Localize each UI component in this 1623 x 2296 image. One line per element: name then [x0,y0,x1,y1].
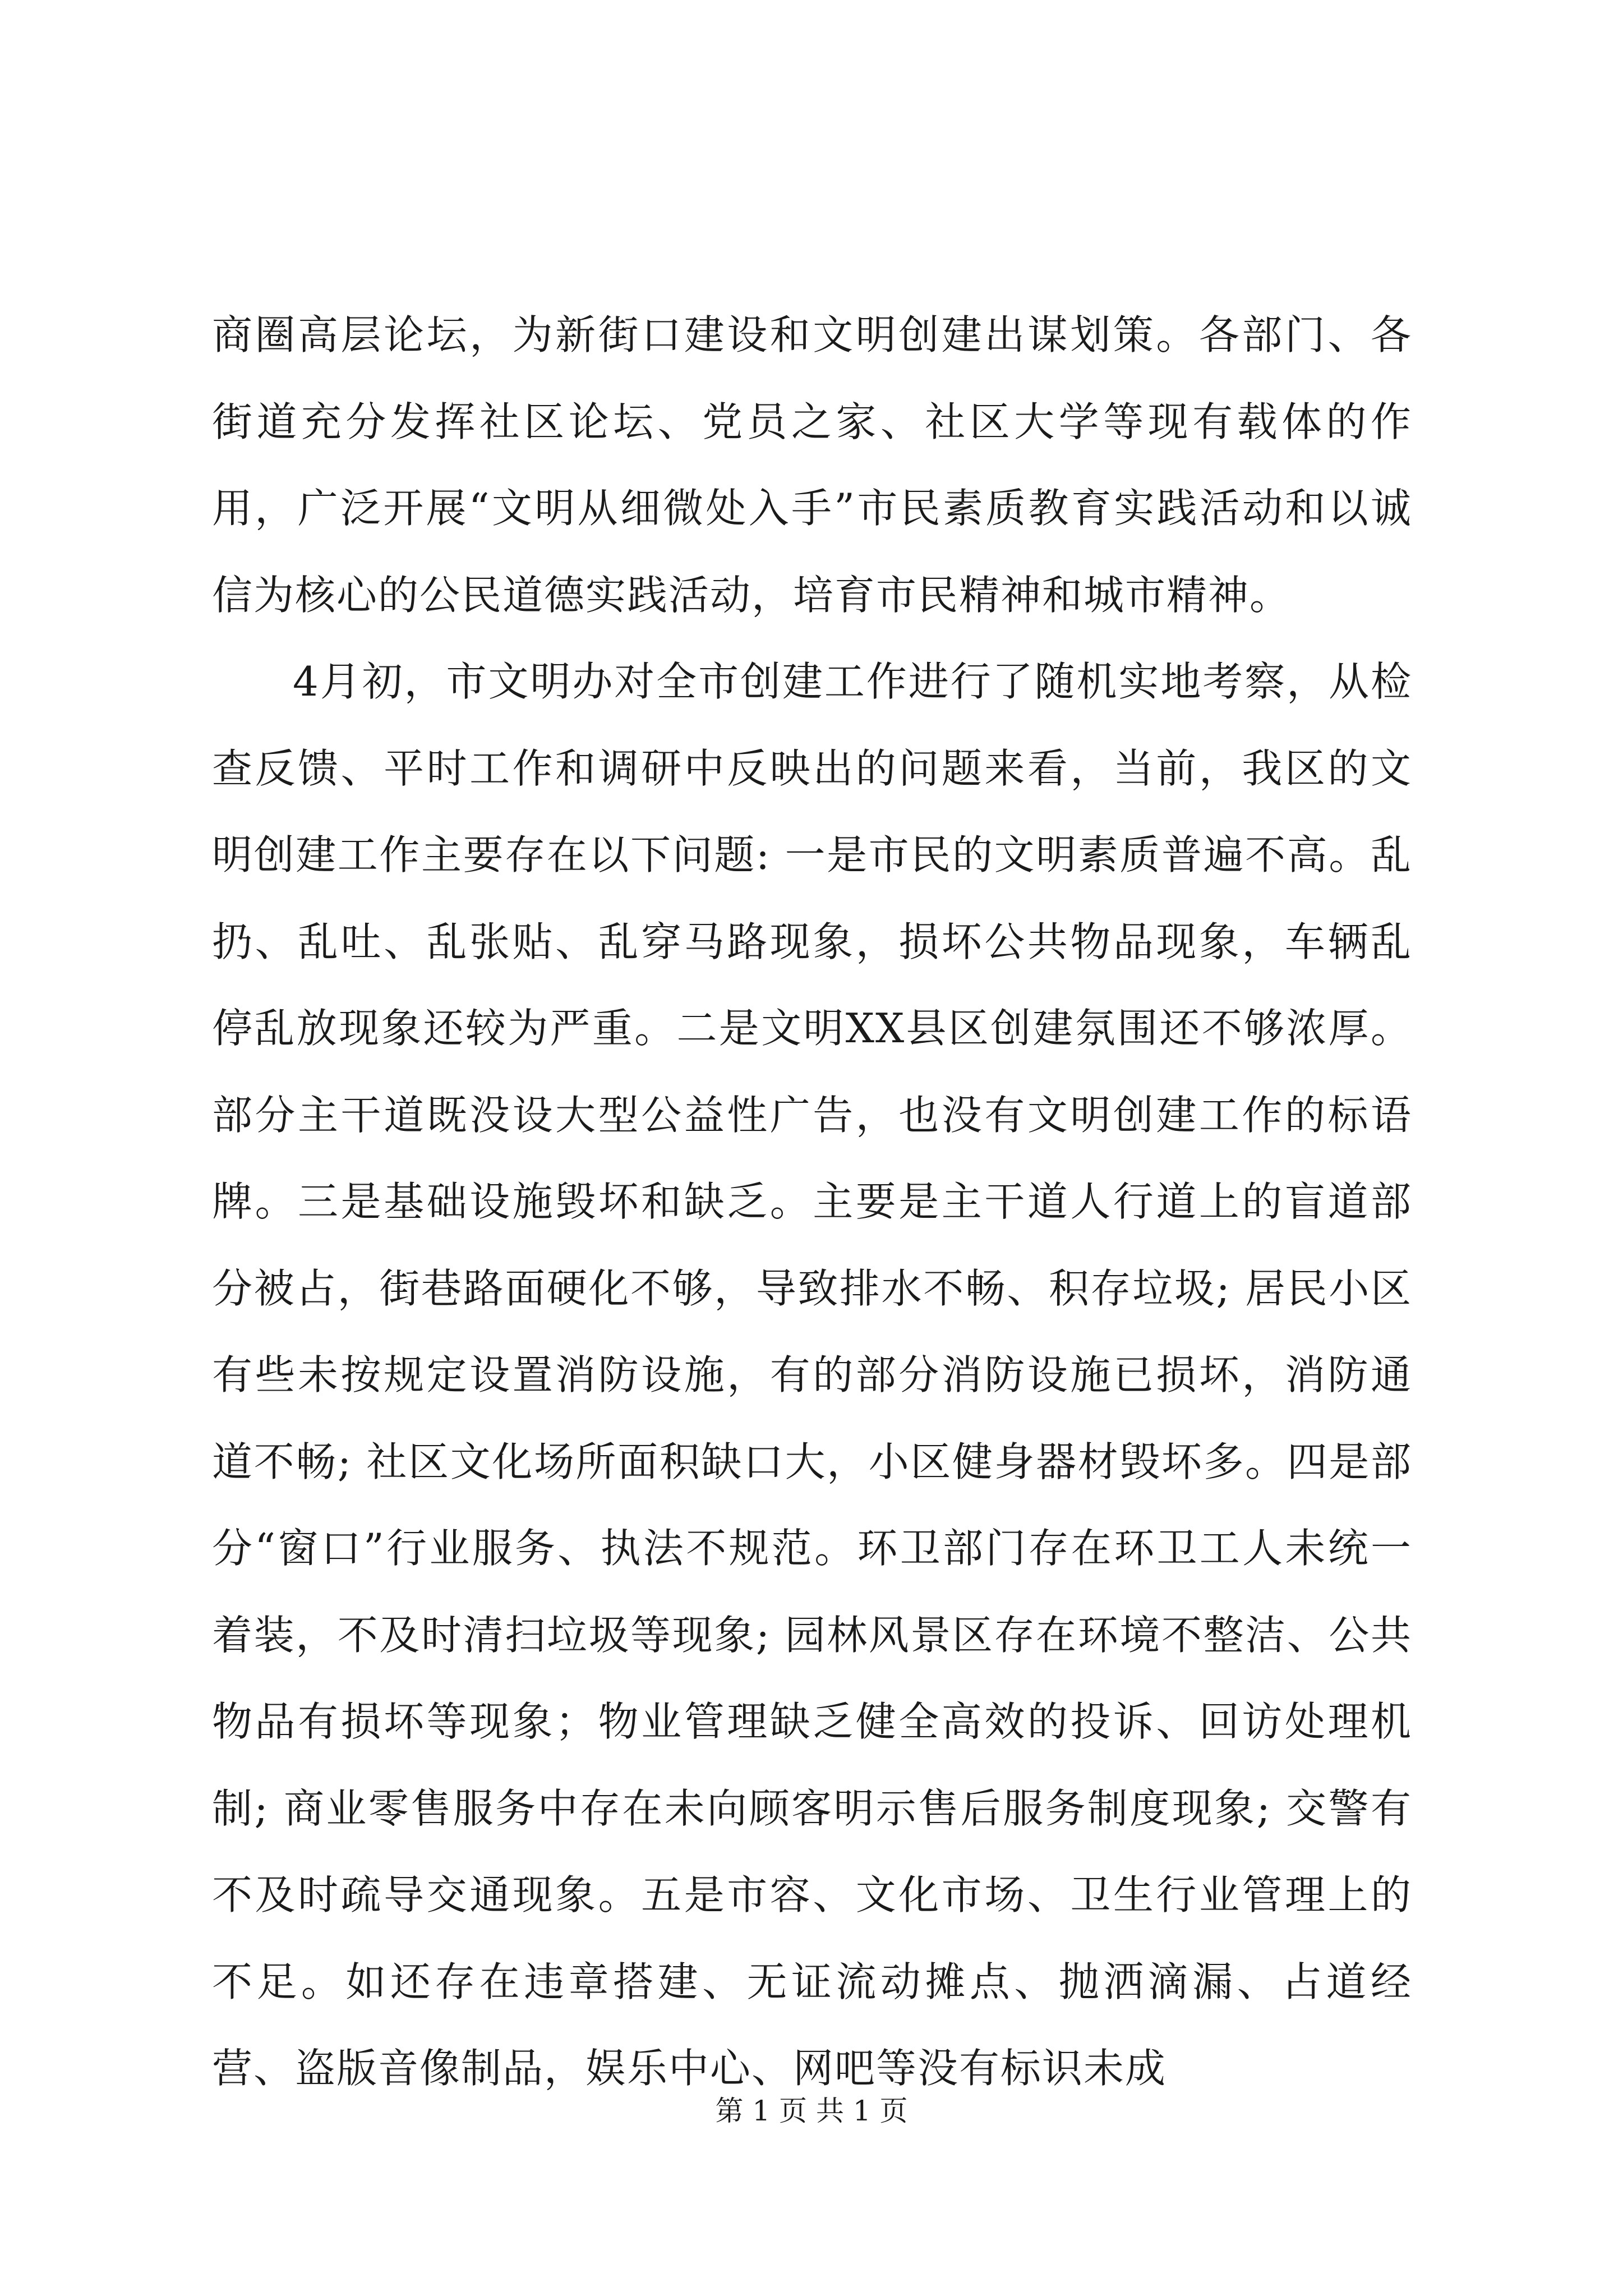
paragraph-problems: 4月初，市文明办对全市创建工作进行了随机实地考察，从检查反馈、平时工作和调研中反映出的问题来看，当前，我区的文明创建工作主要存在以下问题: 一是市民的文明素质普遍不高。乱扔、乱吐、乱张贴、乱穿马路现象，损坏公共物品现象，车辆乱停乱放现象还较为严重。二是文明XX县区创建氛围还不够浓厚。部分主干道既没设大型公益性广告，也没有文明创建工作的标语牌。三是基础设施毁坏和缺乏。主要是主干道人行道上的盲道部分被占，街巷路面硬化不够，导致排水不畅、积存垃圾; 居民小区有些未按规定设置消防设施，有的部分消防设施已损坏，消防通道不畅; 社区文化场所面积缺口大，小区健身器材毁坏多。四是部分“窗口”行业服务、执法不规范。环卫部门存在环卫工人未统一着装，不及时清扫垃圾等现象; 园林风景区存在环境不整洁、公共物品有损坏等现象；物业管理缺乏健全高效的投诉、回访处理机制; 商业零售服务中存在未向顾客明示售后服务制度现象; 交警有不及时疏导交通现象。五是市容、文化市场、卫生行业管理上的不足。如还存在违章搭建、无证流动摊点、抛洒滴漏、占道经营、盗版音像制品，娱乐中心、网吧等没有标识未成 [212,658,1412,2092]
paragraph-continuation: 商圈高层论坛，为新街口建设和文明创建出谋划策。各部门、各街道充分发挥社区论坛、党员之家、社区大学等现有载体的作用，广泛开展“文明从细微处入手”市民素质教育实践活动和以诚信为核心的公民道德实践活动，培育市民精神和城市精神。 [212,311,1412,619]
document-body [212,292,1412,2112]
page-footer: 第 1 页 共 1 页 [715,2095,908,2127]
